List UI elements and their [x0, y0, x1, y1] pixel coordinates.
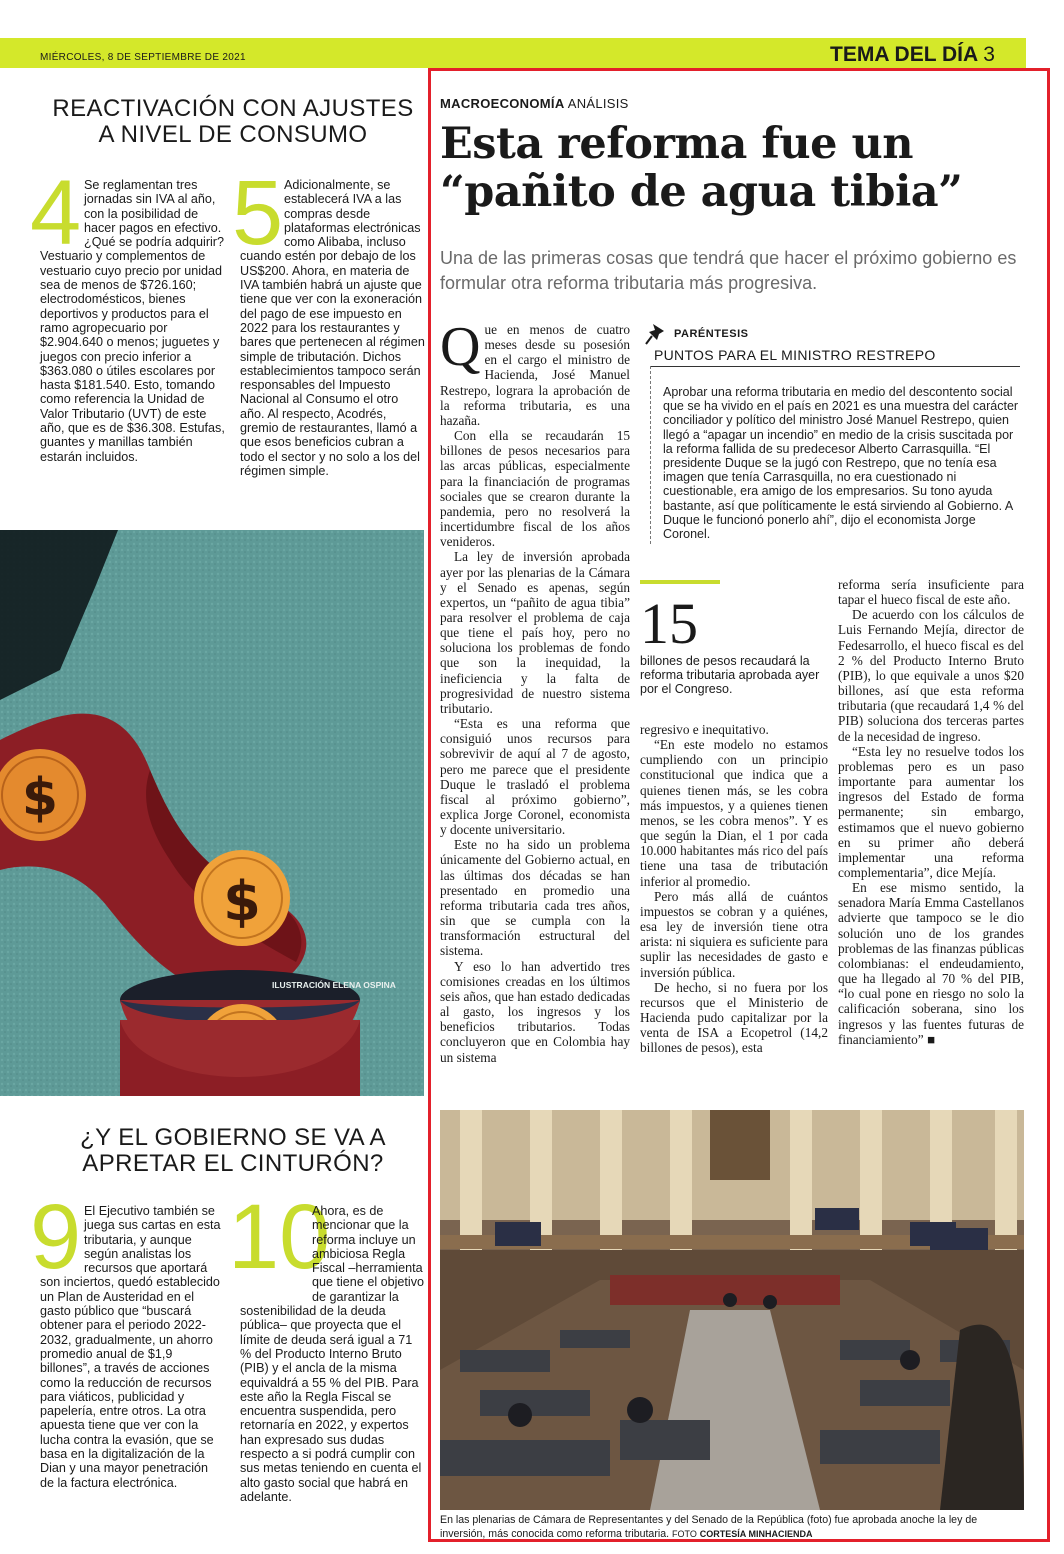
photo-caption	[440, 1514, 1024, 1541]
page-number: 3	[983, 43, 995, 66]
item-5-text: Adicionalmente, se establecerá IVA a las compras desde plataformas electrónicas como Alibaba, incluso cuando estén por debajo de los US$200. Ahora, en materia de IVA también habrá un ajuste que tiene que ver con la exoneración del pago de ese impuesto en 2022 para los restaurantes y bares que pertenecen al régimen simple de tributación. Dichos establecimientos tampoco serán responsables del Impuesto Nacional al Consumo el otro año. Al respecto, Acodrés, gremio de restaurantes, llamó a que esos beneficios cubran a todo el sector y no solo a los del régimen simple.	[240, 178, 425, 478]
col1-paragraph-5: Este no ha sido un problema únicamente del Gobierno actual, en las últimas dos décadas se han presentado en promedio una reforma tributaria cada tres años, sin que se cumpla con la transformación estructural del sistema.	[440, 837, 630, 959]
congress-photo-art	[440, 1110, 1024, 1510]
col2-paragraph-4: De hecho, si no fuera por los recursos que el Ministerio de Hacienda pudo capitalizar por la venta de ISA a Ecopetrol (14,2 billones de pesos), esta	[640, 979, 828, 1056]
austerity-heading	[40, 1125, 426, 1177]
coin-2	[194, 850, 290, 946]
col3-paragraph-1: reforma sería insuficiente para tapar el hueco fiscal de este año.	[838, 577, 1024, 608]
drop-cap: Q	[440, 316, 481, 378]
reactivation-heading-line1: REACTIVACIÓN CON AJUSTES	[52, 95, 414, 122]
issue-date: MIÉRCOLES, 8 DE SEPTIEMBRE DE 2021	[40, 52, 246, 63]
item-10-text: Ahora, es de mencionar que la reforma incluye un ambiciosa Regla Fiscal –herramienta que tiene el objetivo de garantizar la sostenibilidad de la deuda pública– que proyecta que el límite de deuda será igual a 71 % del Producto Interno Bruto (PIB) y el ancla de la misma equivaldrá a 55 % del PIB. Para este año la Regla Fiscal se encuentra suspendida, pero retornaría en 2022, y expertos han expresado sus dudas respecto a si podrá cumplir con sus metas teniendo en cuenta el alto gasto social que habrá en adelante.	[240, 1204, 425, 1504]
illustration-art	[0, 530, 424, 1096]
article-column-2	[640, 722, 828, 1055]
kicker-type: ANÁLISIS	[567, 96, 629, 111]
item-4-text: Se reglamentan tres jornadas sin IVA al año, con la posibilidad de hacer pagos en efectivo. ¿Qué se podría adquirir? Vestuario y complementos de vestuario cuyo precio por unidad sea de menos de $726.160; electrodomésticos, bienes deportivos y productos para el ramo agropecuario por $2.904.640 o menos; juguetes y juegos con precio inferior a $363.080 o útiles escolares por hasta $181.540. Esto, tomando como referencia la Unidad de Valor Tributario (UVT) de este año, que es de $36.308. Estufas, guantes y manillas también estarán incluidos.	[40, 178, 225, 464]
svg-text:$: $	[223, 870, 261, 933]
stat-accent-bar	[640, 580, 720, 584]
coin-illustration	[0, 530, 424, 1096]
caption-credit-prefix: FOTO	[672, 1528, 697, 1539]
col1-paragraph-6: Y eso lo han advertido tres comisiones creadas en los últimos seis años, que han estado dedicadas al gasto, los ingresos y los beneficios tributarios. Todas concluyeron que en Colombia hay un sistema	[440, 958, 630, 1065]
col3-paragraph-3: “Esta ley no resuelve todos los problemas pero es un paso importante para aumentar los ingresos del Estado de forma permanente; sin embargo, estimamos que el nuevo gobierno en su primer año deberá implementar una reforma complementaria”, dice Mejía.	[838, 743, 1024, 880]
section-title	[830, 43, 995, 67]
headline-line1: Esta reforma fue un	[440, 119, 913, 169]
caption-text: En las plenarias de Cámara de Representantes y del Senado de la República (foto) fue aprobada anoche la ley de inversión, más conocida como reforma tributaria.	[440, 1514, 978, 1540]
article-kicker	[440, 96, 629, 111]
svg-text:$: $	[21, 768, 59, 828]
item-9-number: 9	[30, 1186, 82, 1288]
col1-paragraph-2: Con ella se recaudarán 15 billones de pesos necesarios para las arcas públicas, especialmente para la financiación de programas sociales que se crearon durante la pandemia, pero no resolverá la incertidumbre fiscal de los años venideros.	[440, 428, 630, 550]
col2-paragraph-1: regresivo e inequitativo.	[640, 722, 769, 737]
illustration-credit: ILUSTRACIÓN ELENA OSPINA	[272, 980, 396, 990]
sidebar-vertical-rule	[650, 366, 651, 544]
col3-paragraph-2: De acuerdo con los cálculos de Luis Fernando Mejía, director de Fedesarrollo, el hueco fiscal es del 2 % del Producto Interno Bruto (PIB), lo que equivale a unos $20 billones, así que esta reforma tributaria (que recaudará 1,4 % del PIB) soluciona dos terceras partes de la necesidad de ingreso.	[838, 607, 1024, 744]
article-column-3	[838, 577, 1024, 1047]
item-5-number: 5	[232, 162, 284, 264]
sidebar-text: Aprobar una reforma tributaria en medio del descontento social que se ha vivido en el país en 2021 es una muestra del carácter conciliador y político del ministro José Manuel Restrepo, quien llegó a “apagar un incendio” en medio de la crisis suscitada por la reforma fallida de su predecesor Alberto Carrasquilla. “El presidente Duque se la jugó con Restrepo, que no tenía esa imagen que tenía Carrasquilla, no era cuestionado ni cuestionable, era amigo de los empresarios. Su tono ayuda bastante, así que políticamente le está sirviendo al Gobierno. A Duque le funcionó ponerlo ahí”, dijo el economista Jorge Coronel.	[663, 385, 1019, 542]
col1-paragraph-4: “Esta es una reforma que consiguió unos recursos para sobrevivir de aquí al 7 de agosto, pero me parece que el presidente Duque le trasladó el problema fiscal al próximo gobierno”, explica Jorge Coronel, economista y docente universitario.	[440, 716, 630, 838]
reactivation-heading-line2: A NIVEL DE CONSUMO	[98, 121, 368, 148]
kicker-section: MACROECONOMÍA	[440, 96, 565, 111]
stat-label: billones de pesos recaudará la reforma tributaria aprobada ayer por el Congreso.	[640, 654, 820, 696]
item-10-number: 10	[228, 1186, 331, 1288]
austerity-heading-line2: APRETAR EL CINTURÓN?	[82, 1150, 384, 1177]
col1-paragraph-3: La ley de inversión aprobada ayer por las plenarias de la Cámara y el Senado es apenas, según expertos, un “pañito de agua tibia” para resolver el problema de caja que tiene el país hoy, pero no soluciona los problemas de fondo que son la inequidad, la ineficiencia y la falta de progresividad de nuestro sistema tributario.	[440, 549, 630, 716]
col2-paragraph-3: Pero más allá de cuántos impuestos se cobran y a quiénes, esa ley de inversión tiene otra arista: ni siquiera es suficiente para suplir las necesidades de gasto e inversión pública.	[640, 888, 828, 980]
article-headline	[440, 120, 1030, 216]
reactivation-heading	[40, 96, 426, 148]
col2-paragraph-2: “En este modelo no estamos cumpliendo con un principio constitucional que indica que a quienes tienen más, se les cobra más impuestos, y a quienes tienen menos, se les cobra menos”. Y es que según la Dian, el 1 por cada 10.000 habitantes más rico del país tiene una tasa de tributación inferior al promedio.	[640, 737, 828, 889]
austerity-heading-line1: ¿Y EL GOBIERNO SE VA A	[80, 1124, 386, 1151]
item-9-text: El Ejecutivo también se juega sus cartas en esta tributaria, y aunque según analistas los recursos que aportará son inciertos, quedó establecido un Plan de Austeridad en el gasto público que “buscará obtener para el periodo 2022-2032, gradualmente, un ahorro promedio anual de $1,9 billones”, a través de acciones como la reducción de recursos para viáticos, publicidad y papelería, entre otros. La otra apuesta tiene que ver con la lucha contra la evasión, que se basa en la digitalización de la Dian y una mayor penetración de la factura electrónica.	[40, 1204, 221, 1490]
caption-credit: CORTESÍA MINHACIENDA	[699, 1528, 813, 1539]
article-deck: Una de las primeras cosas que tendrá que hacer el próximo gobierno es formular otra reforma tributaria más progresiva.	[440, 248, 1017, 293]
headline-line2: “pañito de agua tibia”	[440, 167, 963, 217]
sidebar-title: PUNTOS PARA EL MINISTRO RESTREPO	[654, 347, 936, 363]
item-4-number: 4	[30, 162, 82, 264]
article-column-1	[440, 316, 630, 1065]
col1-paragraph-1: ue en menos de cuatro meses desde su posesión en el cargo el ministro de Hacienda, José Manuel Restrepo, lograra la aprobación de la reforma tributaria, es una hazaña.	[440, 322, 630, 428]
congress-photo	[440, 1110, 1024, 1510]
pin-icon-svg	[644, 322, 668, 348]
sidebar-rule	[650, 366, 1020, 367]
stat-number: 15	[640, 591, 698, 656]
col3-paragraph-4: En ese mismo sentido, la senadora María Emma Castellanos advierte que tampoco se le dio solución uno de los grandes problemas de las finanzas públicas colombianas: el endeudamiento, que ha llegado al 70 % del PIB, “lo cual pone en riesgo no solo la calificación soberana, sino los ingresos y las fuentes futuras de financiamiento” ■	[838, 880, 1024, 1047]
section-label: TEMA DEL DÍA	[830, 43, 978, 66]
sidebar-kicker: PARÉNTESIS	[674, 328, 749, 340]
